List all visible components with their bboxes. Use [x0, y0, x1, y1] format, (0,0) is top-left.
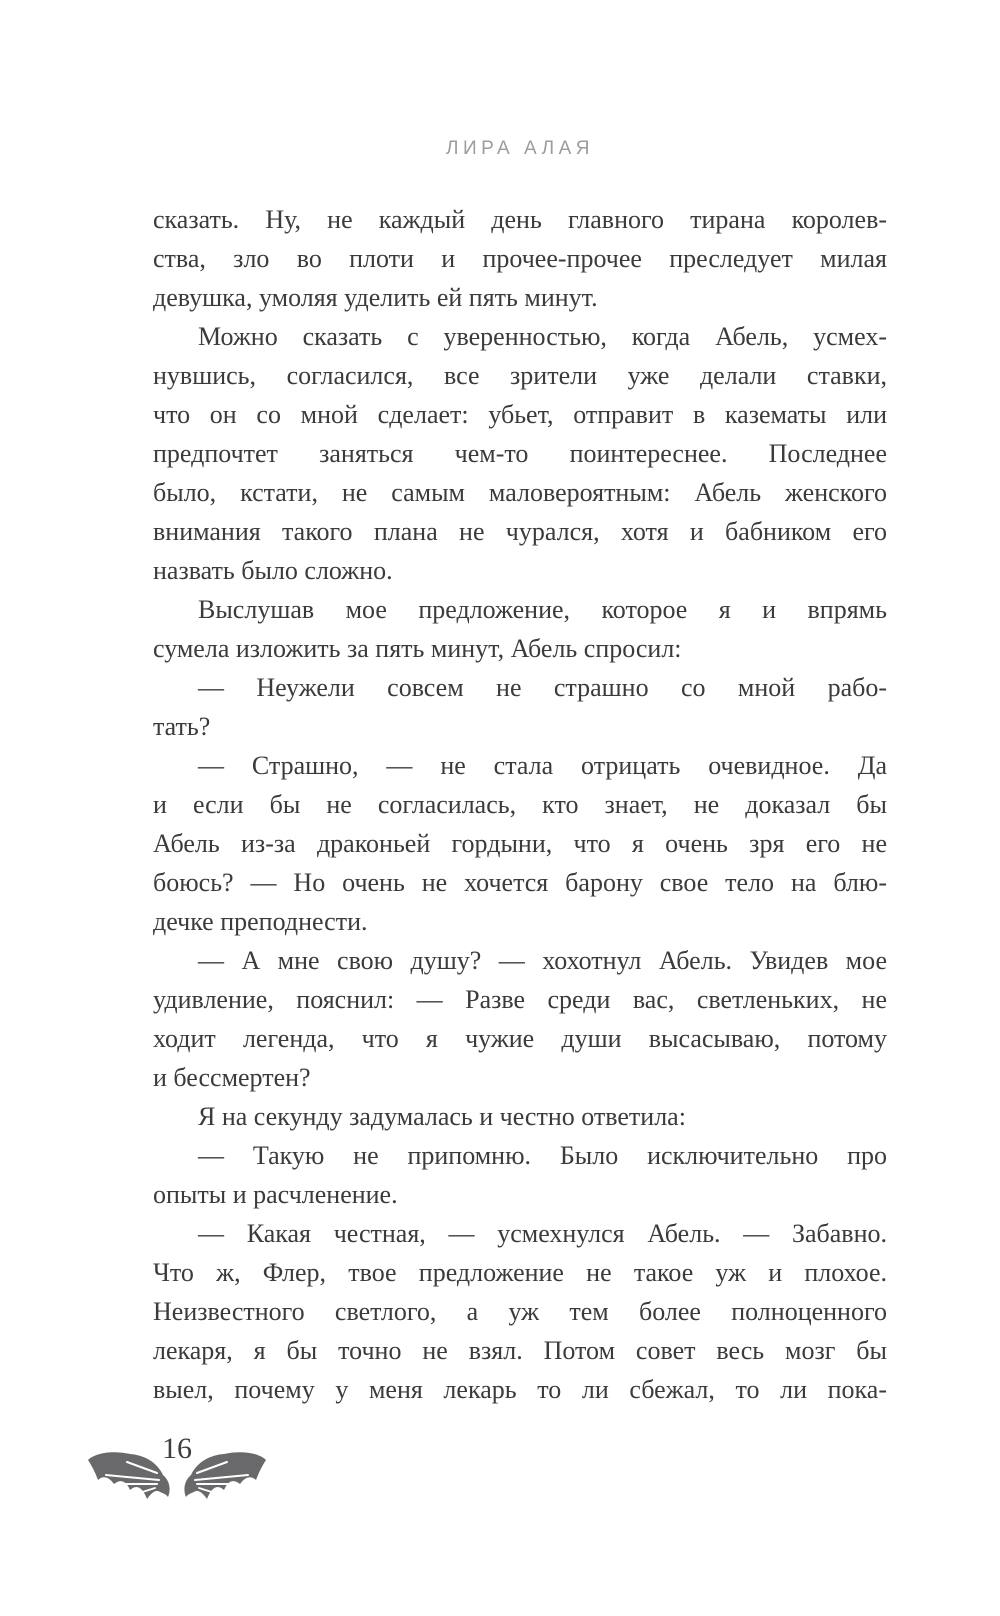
text-line: сказать. Ну, не каждый день главного тирана королев- [153, 205, 887, 234]
paragraph [153, 668, 887, 746]
text-line: лекаря, я бы точно не взял. Потом совет весь мозг бы [153, 1336, 887, 1365]
paragraph [153, 317, 887, 590]
text-line: что он со мной сделает: убьет, отправит в казематы или [153, 400, 887, 429]
text-line: ства, зло во плоти и прочее-прочее преследует милая [153, 244, 887, 273]
paragraph [153, 746, 887, 941]
text-line: боюсь? — Но очень не хочется барону свое тело на блю- [153, 868, 887, 897]
text-line: дечке преподнести. [153, 907, 368, 936]
text-line: — Какая честная, — усмехнулся Абель. — Забавно. [198, 1219, 887, 1248]
text-line: опыты и расчленение. [153, 1180, 398, 1209]
text-line: тать? [153, 712, 211, 741]
text-line: девушка, умоляя уделить ей пять минут. [153, 283, 598, 312]
text-line: выел, почему у меня лекарь то ли сбежал, то ли пока- [153, 1375, 887, 1404]
text-line: и бессмертен? [153, 1063, 311, 1092]
text-line: Неизвестного светлого, а уж тем более полноценного [153, 1297, 887, 1326]
text-line: — Неужели совсем не страшно со мной рабо- [198, 673, 887, 702]
paragraph [153, 1214, 887, 1409]
paragraph [153, 200, 887, 317]
text-line: нувшись, согласился, все зрители уже делали ставки, [153, 361, 887, 390]
running-header: ЛИРА АЛАЯ [446, 138, 594, 159]
paragraph [153, 1097, 887, 1136]
text-line: ходит легенда, что я чужие души высасываю, потому [153, 1024, 887, 1053]
text-line: — Такую не припомню. Было исключительно про [198, 1141, 887, 1170]
text-line: Выслушав мое предложение, которое я и впрямь [198, 595, 887, 624]
text-line: удивление, пояснил: — Разве среди вас, светленьких, не [153, 985, 887, 1014]
body-text [153, 200, 887, 1409]
text-line: Абель из-за драконьей гордыни, что я очень зря его не [153, 829, 887, 858]
text-line: Что ж, Флер, твое предложение не такое уж и плохое. [153, 1258, 887, 1287]
text-line: внимания такого плана не чурался, хотя и бабником его [153, 517, 887, 546]
text-line: и если бы не согласилась, кто знает, не доказал бы [153, 790, 887, 819]
paragraph [153, 590, 887, 668]
dragon-wings-icon [86, 1449, 268, 1511]
paragraph [153, 941, 887, 1097]
page-number: 16 [162, 1432, 192, 1465]
text-line: — Страшно, — не стала отрицать очевидное. Да [198, 751, 887, 780]
text-line: — А мне свою душу? — хохотнул Абель. Увидев мое [198, 946, 887, 975]
text-line: было, кстати, не самым маловероятным: Абель женского [153, 478, 887, 507]
page-footer [86, 1432, 268, 1516]
text-line: сумела изложить за пять минут, Абель спросил: [153, 634, 682, 663]
text-line: назвать было сложно. [153, 556, 393, 585]
paragraph [153, 1136, 887, 1214]
text-line: Я на секунду задумалась и честно ответила: [198, 1102, 686, 1131]
text-line: предпочтет заняться чем-то поинтереснее. Последнее [153, 439, 887, 468]
text-line: Можно сказать с уверенностью, когда Абель, усмех- [198, 322, 887, 351]
